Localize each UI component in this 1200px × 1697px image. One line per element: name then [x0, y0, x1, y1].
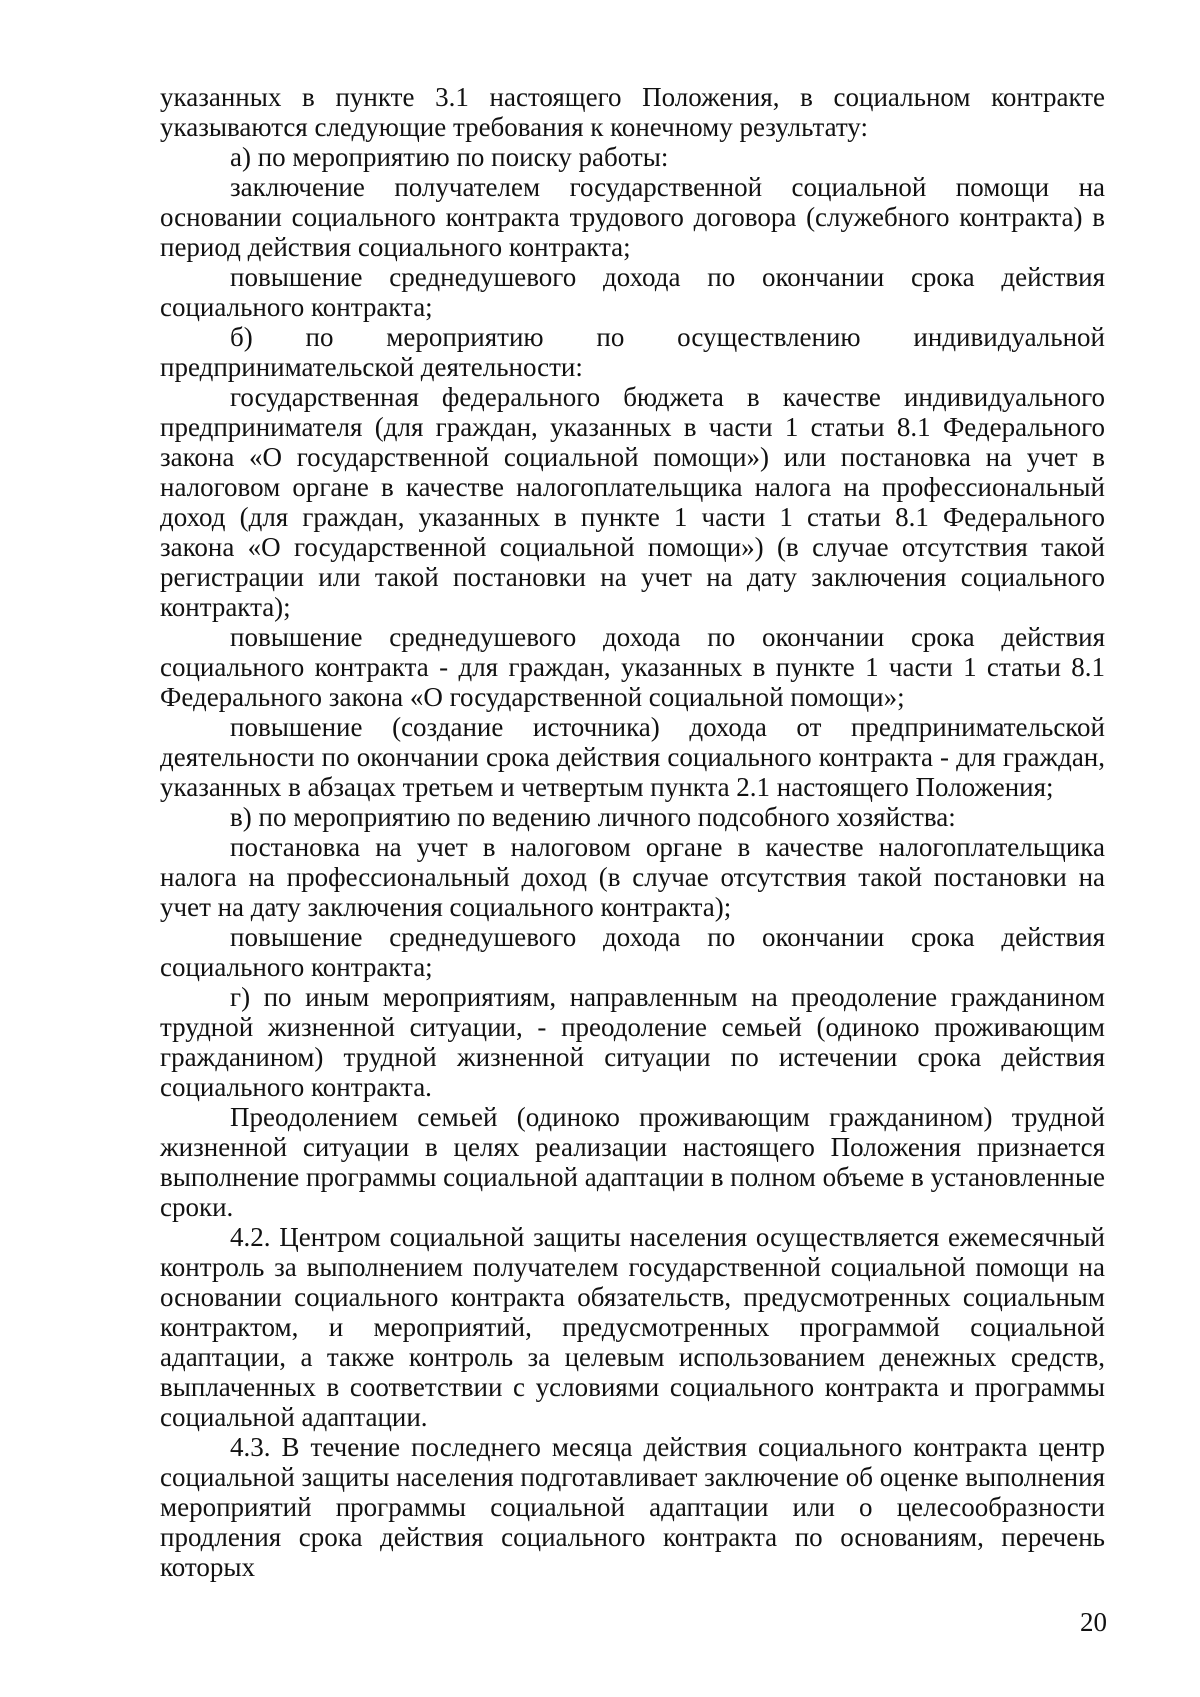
paragraph-business-income: повышение (создание источника) дохода от предпринимательской деятельности по окончании срока действия социального контракта - для граждан, указанных в абзацах третьем и четвертым пункта 2.1 настоящего Положения;	[160, 712, 1105, 802]
paragraph-income-increase-2: повышение среднедушевого дохода по окончании срока действия социального контракта - для граждан, указанных в пункте 1 части 1 статьи 8.1 Федерального закона «О государственной социальной помощи»;	[160, 622, 1105, 712]
paragraph-tax-registration: постановка на учет в налоговом органе в качестве налогоплательщика налога на профессиональный доход (в случае отсутствия такой постановки на учет на дату заключения социального контракта);	[160, 832, 1105, 922]
paragraph-section-4-3: 4.3. В течение последнего месяца действия социального контракта центр социальной защиты населения подготавливает заключение об оценке выполнения мероприятий программы социальной адаптации или о целесообразности продления срока действия социального контракта по основаниям, перечень которых	[160, 1432, 1105, 1582]
paragraph-section-4-2: 4.2. Центром социальной защиты населения осуществляется ежемесячный контроль за выполнением получателем государственной социальной помощи на основании социального контракта обязательств, предусмотренных социальным контрактом, и мероприятий, предусмотренных программой социальной адаптации, а также контроль за целевым использованием денежных средств, выплаченных в соответствии с условиями социального контракта и программы социальной адаптации.	[160, 1222, 1105, 1432]
document-body	[160, 82, 1105, 1582]
page-number: 20	[1080, 1607, 1107, 1637]
paragraph-household-heading: в) по мероприятию по ведению личного подсобного хозяйства:	[230, 802, 956, 832]
paragraph-registration: государственная федерального бюджета в качестве индивидуального предпринимателя (для граждан, указанных в части 1 статьи 8.1 Федерального закона «О государственной социальной помощи») или постановка на учет в налоговом органе в качестве налогоплательщика налога на профессиональный доход (для граждан, указанных в пункте 1 части 1 статьи 8.1 Федерального закона «О государственной социальной помощи») (в случае отсутствия такой регистрации или такой постановки на учет на дату заключения социального контракта);	[160, 382, 1105, 622]
paragraph-continuation: указанных в пункте 3.1 настоящего Положения, в социальном контракте указываются следующие требования к конечному результату:	[160, 82, 1105, 142]
paragraph-employment-contract: заключение получателем государственной социальной помощи на основании социального контракта трудового договора (служебного контракта) в период действия социального контракта;	[160, 172, 1105, 262]
paragraph-income-increase-3: повышение среднедушевого дохода по окончании срока действия социального контракта;	[160, 922, 1105, 982]
paragraph-other-measures: г) по иным мероприятиям, направленным на преодоление гражданином трудной жизненной ситуации, - преодоление семьей (одиноко проживающим гражданином) трудной жизненной ситуации по истечении срока действия социального контракта.	[160, 982, 1105, 1102]
paragraph-job-search-heading: а) по мероприятию по поиску работы:	[230, 142, 669, 172]
paragraph-entrepreneurship-heading: б) по мероприятию по осуществлению индивидуальной предпринимательской деятельности:	[160, 322, 1105, 382]
paragraph-overcoming-definition: Преодолением семьей (одиноко проживающим гражданином) трудной жизненной ситуации в целях реализации настоящего Положения признается выполнение программы социальной адаптации в полном объеме в установленные сроки.	[160, 1102, 1105, 1222]
paragraph-income-increase-1: повышение среднедушевого дохода по окончании срока действия социального контракта;	[160, 262, 1105, 322]
